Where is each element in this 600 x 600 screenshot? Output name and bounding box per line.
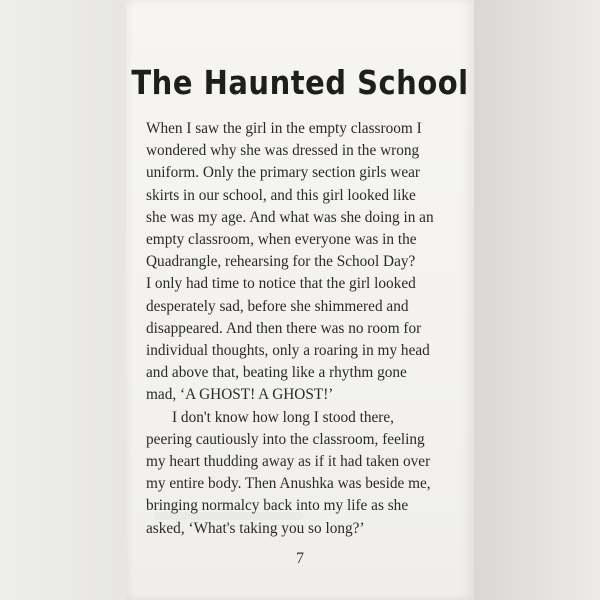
text-line: mad, ‘A GHOST! A GHOST!’ — [146, 386, 334, 404]
text-line: I only had time to notice that the girl looked — [146, 275, 416, 293]
text-line: empty classroom, when everyone was in the — [146, 231, 417, 249]
page-number: 7 — [296, 550, 304, 567]
text-line: she was my age. And what was she doing in an — [146, 208, 434, 226]
text-line: my heart thudding away as if it had taken over — [146, 453, 431, 471]
text-line: and above that, beating like a rhythm gone — [146, 364, 407, 382]
text-line: bringing normalcy back into my life as she — [146, 497, 409, 515]
text-line: individual thoughts, only a roaring in my head — [146, 342, 430, 360]
show-through-text — [154, 512, 304, 520]
book-page — [126, 0, 474, 600]
text-line: When I saw the girl in the empty classroom I — [146, 120, 422, 137]
text-line: desperately sad, before she shimmered and — [146, 297, 409, 315]
chapter-title: The Haunted School — [131, 63, 469, 103]
text-line: Quadrangle, rehearsing for the School Day? — [146, 253, 416, 271]
text-line: asked, ‘What's taking you so long?’ — [146, 519, 365, 537]
text-line: uniform. Only the primary section girls wear — [146, 164, 420, 182]
background-left — [0, 0, 126, 600]
text-line: I don't know how long I stood there, — [172, 408, 394, 426]
background-right — [474, 0, 600, 600]
body-text — [146, 118, 464, 540]
text-line: my entire body. Then Anushka was beside me, — [146, 475, 431, 493]
text-line: peering cautiously into the classroom, feeling — [146, 430, 425, 448]
text-line: wondered why she was dressed in the wrong — [146, 142, 420, 160]
text-line: disappeared. And then there was no room for — [146, 319, 422, 337]
text-line: skirts in our school, and this girl looked like — [146, 186, 416, 204]
